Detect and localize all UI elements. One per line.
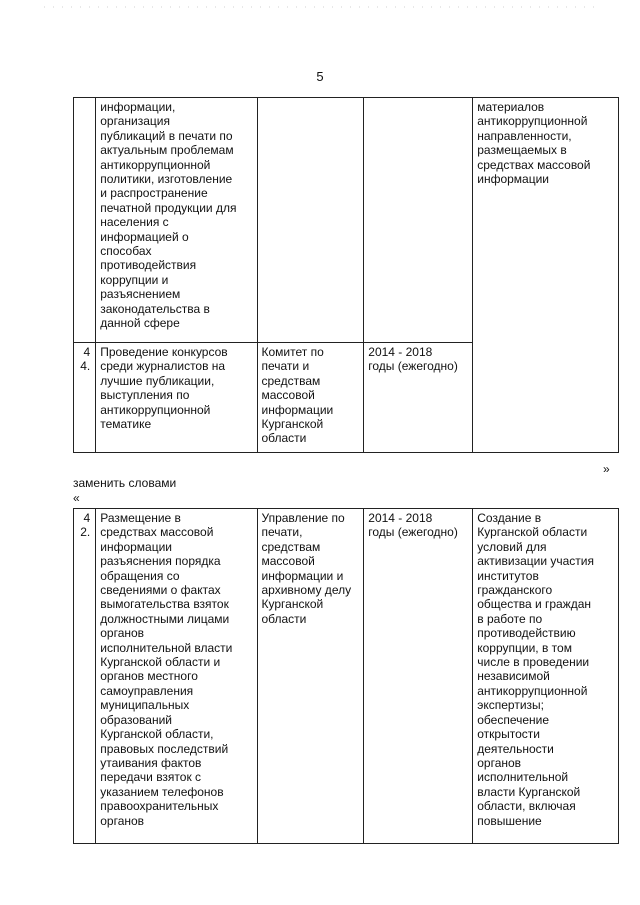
result-cell: Создание в Курганской области условий для активизации участия институтов гражданского общества и граждан в работе по противодействию коррупции, в том числе в проведении независимой антикоррупционной экспертизы; обеспечение открытости деятельности органов исполнительной власти Курганской области, включая повышение xyxy=(473,509,619,844)
responsible-cell: Комитет по печати и средствам массовой информации Курганской области xyxy=(257,343,364,453)
opening-quote: « xyxy=(73,491,80,505)
responsible-cell xyxy=(257,98,364,343)
action-cell: Проведение конкурсов среди журналистов на лучшие публикации, выступления по антикоррупционной тематике xyxy=(96,343,257,453)
action-cell: Размещение в средствах массовой информации разъяснения порядка обращения со сведениями о фактах вымогательства взяток должностными лицами органов исполнительной власти Курганской области и органов местного самоуправления муниципальных образований Курганской области, правовых последствий утаивания фактов передачи взяток с указанием телефонов правоохранительных органов xyxy=(96,509,257,844)
row-number: 44. xyxy=(74,343,96,453)
page-number: 5 xyxy=(316,69,324,84)
closing-quote: » xyxy=(603,462,610,476)
term-cell xyxy=(364,98,473,343)
row-number: 42. xyxy=(74,509,96,844)
term-cell: 2014 - 2018 годы (ежегодно) xyxy=(364,509,473,844)
table-row xyxy=(74,509,619,844)
action-cell: информации, организация публикаций в печати по актуальным проблемам антикоррупционной политики, изготовление и распространение печатной продукции для населения с информацией о способах противодействия коррупции и разъяснением законодательства в данной сфере xyxy=(96,98,257,343)
term-cell: 2014 - 2018 годы (ежегодно) xyxy=(364,343,473,453)
measures-table-old xyxy=(73,97,619,453)
row-number xyxy=(74,98,96,343)
scan-artifact xyxy=(40,5,600,9)
responsible-cell: Управление по печати, средствам массовой информации и архивному делу Курганской области xyxy=(257,509,364,844)
table-row xyxy=(74,98,619,343)
measures-table-new xyxy=(73,508,619,844)
result-cell: материалов антикоррупционной направленности, размещаемых в средствах массовой информации xyxy=(473,98,619,453)
replace-instruction: заменить словами xyxy=(73,476,177,490)
